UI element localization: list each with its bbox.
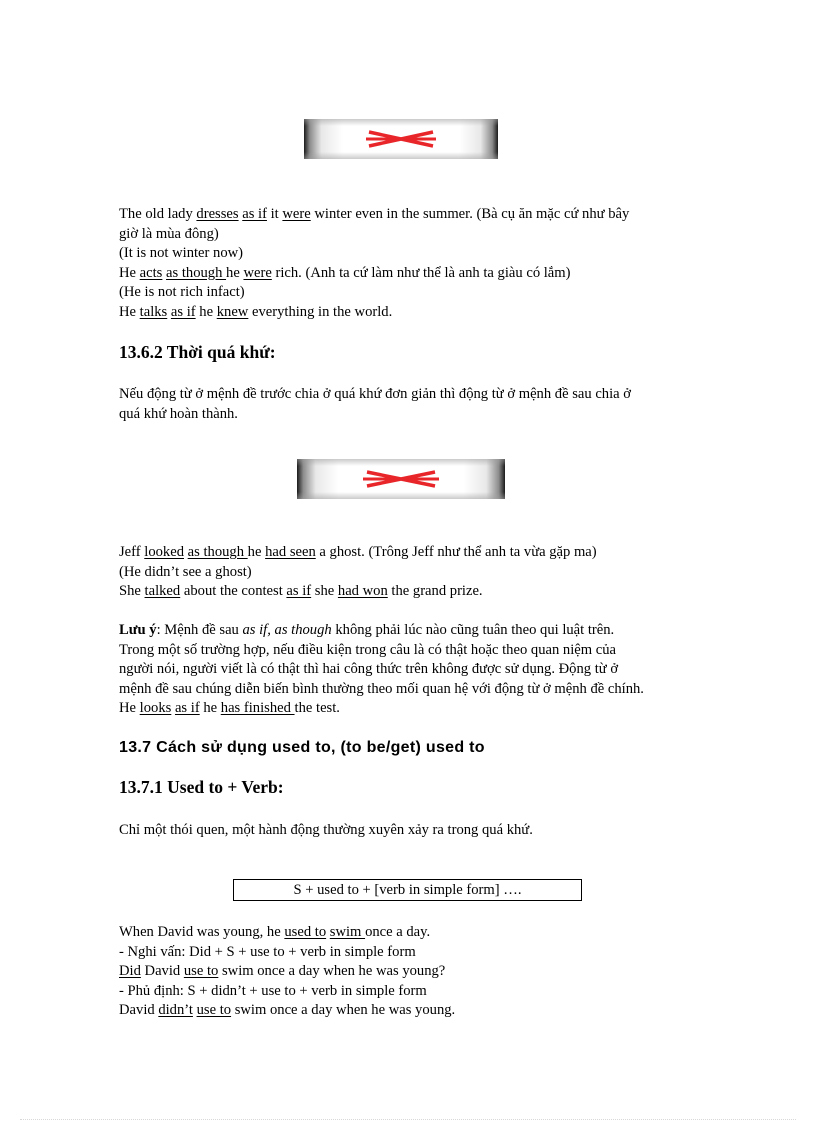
text: rich. (Anh ta cứ làm như thể là anh ta giàu có lắm) xyxy=(271,264,571,281)
verb-underlined: has finished xyxy=(220,700,295,717)
example-line: - Phủ định: S + didn’t + use to + verb in simple form xyxy=(119,982,427,999)
paragraph-line: Chỉ một thói quen, một hành động thường xuyên xảy ra trong quá khứ. xyxy=(119,822,533,838)
verb-underlined: Did xyxy=(119,963,141,980)
text: everything in the world. xyxy=(248,303,393,320)
conjunction-underlined: as if xyxy=(174,700,200,717)
decorative-banner xyxy=(297,459,505,499)
example-line xyxy=(119,582,699,602)
note-line xyxy=(119,621,699,641)
text: When David was young, he xyxy=(119,924,285,940)
example-line xyxy=(119,205,699,225)
verb-underlined: swim xyxy=(329,924,366,940)
example-line xyxy=(119,264,699,284)
conjunction-underlined: as if xyxy=(242,206,267,222)
text: swim once a day when he was young. xyxy=(231,1002,456,1019)
example-line: (He didn’t see a ghost) xyxy=(119,563,252,580)
example-line: giờ là mùa đông) xyxy=(119,225,219,242)
paragraph-line: Nếu động từ ở mệnh đề trước chia ở quá khứ đơn giản thì động từ ở mệnh đề sau chia ở xyxy=(119,386,631,402)
text: she xyxy=(311,583,338,600)
verb-underlined: were xyxy=(243,264,272,281)
text: it xyxy=(266,206,283,222)
section-heading: 13.6.2 Thời quá khứ: xyxy=(119,342,276,362)
verb-underlined: looked xyxy=(144,544,184,560)
example-block-as-if-present xyxy=(119,205,699,323)
text: He xyxy=(119,700,140,717)
text: he xyxy=(199,700,221,717)
example-line xyxy=(119,303,699,323)
text: He xyxy=(119,264,140,281)
formula-box: S + used to + [verb in simple form] …. xyxy=(233,879,582,901)
conjunction-underlined: as if xyxy=(170,303,196,320)
example-line: (He is not rich infact) xyxy=(119,284,245,301)
red-cross-icon xyxy=(304,119,498,159)
page-footer-divider xyxy=(20,1119,796,1120)
conjunction-underlined: as though xyxy=(166,264,227,281)
text: once a day. xyxy=(365,924,431,940)
section-heading: 13.7.1 Used to + Verb: xyxy=(119,777,284,797)
example-line xyxy=(119,543,699,563)
text: Jeff xyxy=(119,544,145,560)
note-line: mệnh đề sau chúng diễn biến bình thường theo mối quan hệ với động từ ở mệnh đề chính. xyxy=(119,680,644,697)
conjunction-underlined: as though xyxy=(187,544,248,560)
example-line: - Nghi vấn: Did + S + use to + verb in simple form xyxy=(119,943,416,960)
example-block-as-if-past xyxy=(119,543,699,602)
text: David xyxy=(119,1002,159,1019)
text: he xyxy=(247,544,266,560)
verb-underlined: acts xyxy=(139,264,163,281)
verb-underlined: dresses xyxy=(196,206,239,222)
note-line: Trong một số trường hợp, nếu điều kiện trong câu là có thật hoặc theo quan niệm của xyxy=(119,641,616,658)
example-line: (It is not winter now) xyxy=(119,245,244,262)
verb-underlined: had seen xyxy=(265,544,316,560)
example-line xyxy=(119,962,699,982)
conjunction-underlined: as if xyxy=(286,583,312,600)
verb-underlined: talks xyxy=(139,303,168,320)
text: She xyxy=(119,583,145,600)
text: a ghost. (Trông Jeff như thể anh ta vừa gặp ma) xyxy=(315,544,597,560)
example-line xyxy=(119,1001,699,1021)
chapter-heading: 13.7 Cách sử dụng used to, (to be/get) used to xyxy=(119,739,485,756)
example-line xyxy=(119,923,699,943)
rule-paragraph xyxy=(119,385,699,424)
verb-underlined: were xyxy=(282,206,311,222)
note-block xyxy=(119,621,699,719)
verb-underlined: had won xyxy=(337,583,388,600)
text: the grand prize. xyxy=(387,583,483,600)
text: không phải lúc nào cũng tuân theo qui luật trên. xyxy=(331,622,615,638)
text: he xyxy=(226,264,244,281)
verb-underlined: use to xyxy=(196,1002,232,1019)
text: swim once a day when he was young? xyxy=(218,963,446,980)
italic-text: as if, as though xyxy=(242,622,332,638)
definition-paragraph xyxy=(119,821,699,841)
text: : Mệnh đề sau xyxy=(156,622,243,638)
verb-underlined: use to xyxy=(183,963,219,980)
text: The old lady xyxy=(119,206,197,222)
text: the test. xyxy=(294,700,340,717)
paragraph-line: quá khứ hoàn thành. xyxy=(119,405,238,422)
verb-underlined: talked xyxy=(144,583,181,600)
note-label: Lưu ý xyxy=(119,622,157,638)
text: He xyxy=(119,303,140,320)
verb-underlined: knew xyxy=(216,303,249,320)
red-cross-icon xyxy=(297,459,505,499)
verb-underlined: looks xyxy=(139,700,172,717)
verb-underlined: didn’t xyxy=(158,1002,193,1019)
text: David xyxy=(140,963,184,980)
verb-underlined: used to xyxy=(284,924,327,940)
note-line xyxy=(119,699,699,719)
decorative-banner xyxy=(304,119,498,159)
text: winter even in the summer. (Bà cụ ăn mặc cứ như bây xyxy=(310,206,630,222)
text: about the contest xyxy=(180,583,287,600)
note-line: người nói, người viết là có thật thì hai công thức trên không được sử dụng. Động từ ở xyxy=(119,661,619,678)
example-block-used-to xyxy=(119,923,699,1021)
text: he xyxy=(195,303,217,320)
